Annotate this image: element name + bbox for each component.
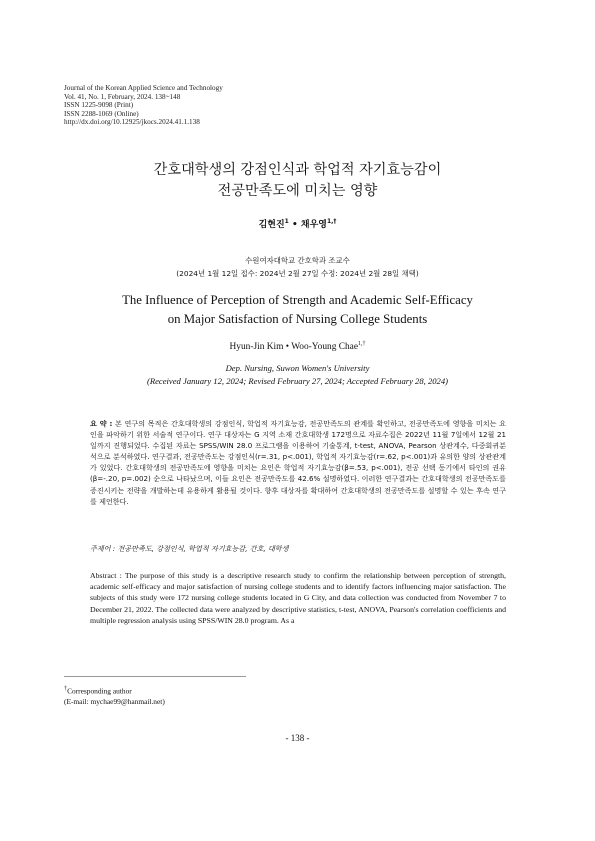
journal-issn-print: ISSN 1225-9098 (Print) [64, 101, 134, 110]
journal-doi-link[interactable]: http://dx.doi.org/10.12925/jkocs.2024.41.1.138 [64, 118, 200, 127]
korean-abstract-label: 요 약 : [90, 419, 113, 428]
footnote-email: (E-mail: mychae99@hanmail.net) [64, 697, 165, 707]
korean-title-line2: 전공만족도에 미치는 영향 [217, 183, 378, 199]
english-abstract-label: Abstract : [90, 571, 122, 580]
english-dates: (Received January 12, 2024; Revised February 27, 2024; Accepted February 28, 2024) [146, 375, 448, 386]
english-authors-text: Hyun-Jin Kim • Woo-Young Chae [229, 342, 358, 353]
author2-ko-sup: 1,† [326, 218, 337, 225]
english-authors [0, 341, 595, 352]
footnote-divider [64, 676, 246, 677]
journal-volume: Vol. 41, No. 1, February, 2024. 138~148 [64, 92, 181, 101]
journal-info [64, 84, 223, 127]
korean-abstract-text: 본 연구의 목적은 간호대학생의 강점인식, 학업적 자기효능감, 전공만족도의 관계를 확인하고, 전공만족도에 영향을 미치는 요인을 파악하기 위한 서술적 연구이다. 연구 대상자는 G 지역 소재 간호대학생 172명으로 자료수집은 2022년 11월 7일에서 12월 21일까지 진행되었다. 수집된 자료는 SPSS/WIN 28.0 프로그램을 이용하여 기술통계, t-test, ANOVA, Pearson 상관계수, 다중회귀분석으로 분석하였다. 연구결과, 전공만족도는 강점인식(r=.31, p<.001), 학업적 자기효능감(r=.62, p<.001)과 유의한 양의 상관관계가 있었다. 간호대학생의 전공만족도에 영향을 미치는 요인은 학업적 자기효능감(β=.53, p<.001), 전공 선택 동기에서 타인의 권유(β=-.20, p=.002) 순으로 나타났으며, 이들 요인은 전공만족도를 42.6% 설명하였다. 이러한 연구결과는 간호대학생의 전공만족도를 증진시키는 전략을 개발하는데 유용하게 활용될 것이다. 향후 대상자를 확대하여 간호대학생의 전공만족도를 설명할 수 있는 후속 연구를 제언한다. [90, 419, 507, 506]
english-affiliation [0, 362, 595, 387]
english-title-line2: on Major Satisfaction of Nursing College Students [167, 312, 428, 326]
english-title-line1: The Influence of Perception of Strength and Academic Self-Efficacy [122, 293, 473, 307]
author2-ko: 채우영 [300, 220, 327, 230]
korean-title-line1: 간호대학생의 강점인식과 학업적 자기효능감이 [153, 162, 442, 178]
journal-issn-online: ISSN 2288-1069 (Online) [64, 109, 139, 118]
author-separator-ko: • [288, 220, 301, 230]
korean-dates: (2024년 1월 12일 접수: 2024년 2월 27일 수정: 2024년 2월 28일 채택) [176, 269, 419, 278]
english-abstract-text: The purpose of this study is a descriptive research study to confirm the relationship between perception of strength, academic self-efficacy and major satisfaction of nursing college students and to identify factors influencing major satisfaction. The subjects of this study were 172 nursing college students located in G City, and data collection was conducted from November 7 to December 21, 2022. The collected data were analyzed by descriptive statistics, t-test, ANOVA, Pearson's correlation coefficients and multiple regression analysis using SPSS/WIN 28.0 program. As a [90, 571, 507, 625]
korean-abstract [90, 418, 506, 507]
korean-dept: 수원여자대학교 간호학과 조교수 [245, 256, 350, 265]
author1-ko-sup: 1 [284, 218, 289, 225]
korean-keywords: 주제어 : 전공만족도, 강점인식, 학업적 자기효능감, 간호, 대학생 [90, 544, 289, 553]
author1-ko: 김현진 [258, 220, 285, 230]
korean-affiliation [0, 254, 595, 280]
journal-name: Journal of the Korean Applied Science and Technology [64, 84, 223, 92]
english-dept: Dep. Nursing, Suwon Women's University [225, 363, 370, 373]
english-authors-sup: 1,† [358, 341, 366, 347]
english-title [0, 291, 595, 329]
korean-title [0, 160, 595, 202]
korean-authors [0, 217, 595, 230]
footnote-mark: † [64, 686, 68, 692]
footnote-label: Corresponding author [67, 686, 132, 696]
page-number: - 138 - [285, 733, 310, 743]
english-abstract [90, 570, 506, 626]
footnote [64, 684, 165, 707]
